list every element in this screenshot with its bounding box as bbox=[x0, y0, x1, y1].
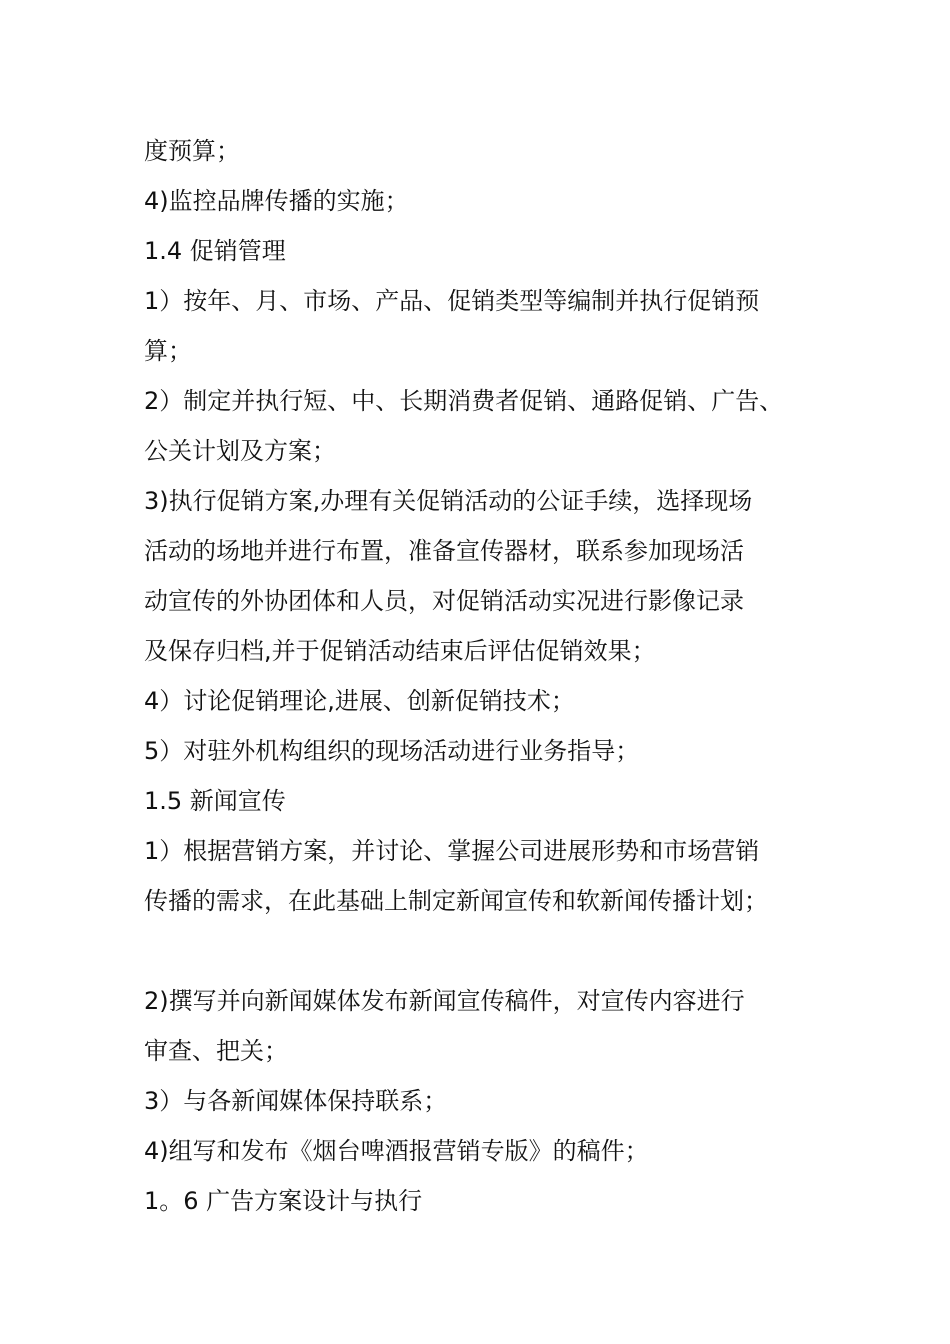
text-line: 4)监控品牌传播的实施； bbox=[144, 187, 409, 215]
text-line: 活动的场地并进行布置，准备宣传器材，联系参加现场活 bbox=[144, 537, 744, 565]
section-heading: 1。6 广告方案设计与执行 bbox=[144, 1187, 423, 1215]
text-line: 算； bbox=[144, 337, 192, 365]
text-line: 4）讨论促销理论,进展、创新促销技术； bbox=[144, 687, 575, 715]
text-line: 2）制定并执行短、中、长期消费者促销、通路促销、广告、 bbox=[144, 387, 784, 415]
paragraph-gap bbox=[144, 926, 834, 976]
text-line: 公关计划及方案； bbox=[144, 437, 336, 465]
document-body bbox=[144, 126, 834, 1226]
text-line: 传播的需求，在此基础上制定新闻宣传和软新闻传播计划； bbox=[144, 887, 768, 915]
text-line: 4)组写和发布《烟台啤酒报营销专版》的稿件； bbox=[144, 1137, 649, 1165]
text-line: 动宣传的外协团体和人员，对促销活动实况进行影像记录 bbox=[144, 587, 744, 615]
text-line: 度预算； bbox=[144, 137, 240, 165]
text-line: 2)撰写并向新闻媒体发布新闻宣传稿件，对宣传内容进行 bbox=[144, 987, 745, 1015]
text-line: 1）根据营销方案，并讨论、掌握公司进展形势和市场营销 bbox=[144, 837, 760, 865]
text-line: 审查、把关； bbox=[144, 1037, 288, 1065]
text-line: 3）与各新闻媒体保持联系； bbox=[144, 1087, 448, 1115]
text-line: 及保存归档,并于促销活动结束后评估促销效果； bbox=[144, 637, 656, 665]
section-heading: 1.5 新闻宣传 bbox=[144, 787, 286, 815]
text-line: 1）按年、月、市场、产品、促销类型等编制并执行促销预 bbox=[144, 287, 760, 315]
text-line: 3)执行促销方案,办理有关促销活动的公证手续，选择现场 bbox=[144, 487, 753, 515]
section-heading: 1.4 促销管理 bbox=[144, 237, 286, 265]
text-line: 5）对驻外机构组织的现场活动进行业务指导； bbox=[144, 737, 640, 765]
